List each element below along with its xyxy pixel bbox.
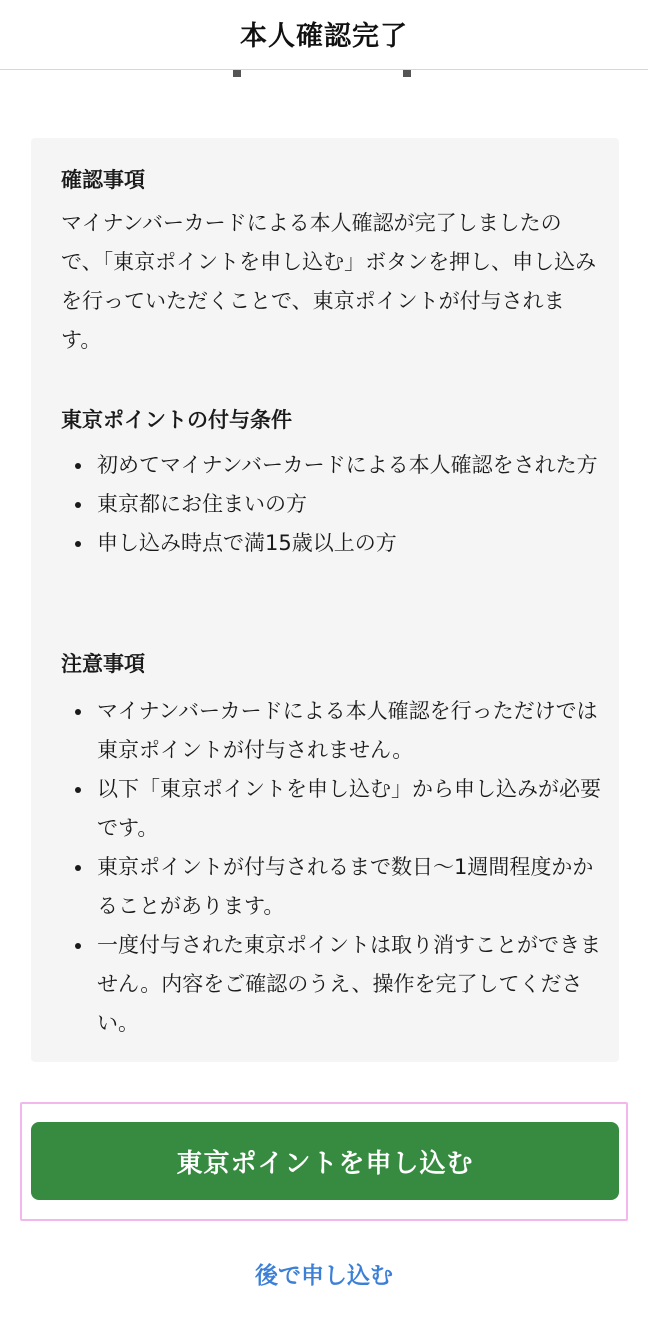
bullet-icon <box>75 943 81 949</box>
bullet-icon <box>75 709 81 715</box>
list-item-text: 以下「東京ポイントを申し込む」から申し込みが必要です。 <box>97 777 601 840</box>
list-item <box>61 524 601 563</box>
list-item <box>61 926 601 1043</box>
bullet-icon <box>75 463 81 469</box>
bullet-icon <box>75 502 81 508</box>
conditions-heading: 東京ポイントの付与条件 <box>61 408 292 432</box>
apply-tokyo-points-button[interactable]: 東京ポイントを申し込む <box>31 1122 619 1200</box>
notes-list <box>61 692 601 1043</box>
apply-later-link[interactable]: 後で申し込む <box>255 1263 393 1289</box>
page-title: 本人確認完了 <box>240 21 408 52</box>
list-item-text: マイナンバーカードによる本人確認を行っただけでは東京ポイントが付与されません。 <box>97 699 598 762</box>
list-item <box>61 485 601 524</box>
list-item <box>61 848 601 926</box>
list-item <box>61 770 601 848</box>
list-item <box>61 446 601 485</box>
bullet-icon <box>75 541 81 547</box>
confirmation-heading: 確認事項 <box>61 168 145 192</box>
list-item <box>61 692 601 770</box>
bullet-icon <box>75 865 81 871</box>
scroll-fragment-right <box>403 70 411 77</box>
list-item-text: 初めてマイナンバーカードによる本人確認をされた方 <box>97 453 598 477</box>
scroll-fragment-left <box>233 70 241 77</box>
list-item-text: 申し込み時点で満15歳以上の方 <box>97 531 397 555</box>
conditions-list <box>61 446 601 563</box>
top-app-bar <box>0 0 648 70</box>
bullet-icon <box>75 787 81 793</box>
list-item-text: 東京ポイントが付与されるまで数日〜1週間程度かかることがあります。 <box>97 855 594 918</box>
confirmation-text: マイナンバーカードによる本人確認が完了しましたので、「東京ポイントを申し込む」ボタンを押し、申し込みを行っていただくことで、東京ポイントが付与されます。 <box>61 211 597 352</box>
list-item-text: 一度付与された東京ポイントは取り消すことができません。内容をご確認のうえ、操作を完了してください。 <box>97 933 601 1035</box>
list-item-text: 東京都にお住まいの方 <box>97 492 307 516</box>
info-box <box>31 138 619 1062</box>
notes-heading: 注意事項 <box>61 652 145 676</box>
